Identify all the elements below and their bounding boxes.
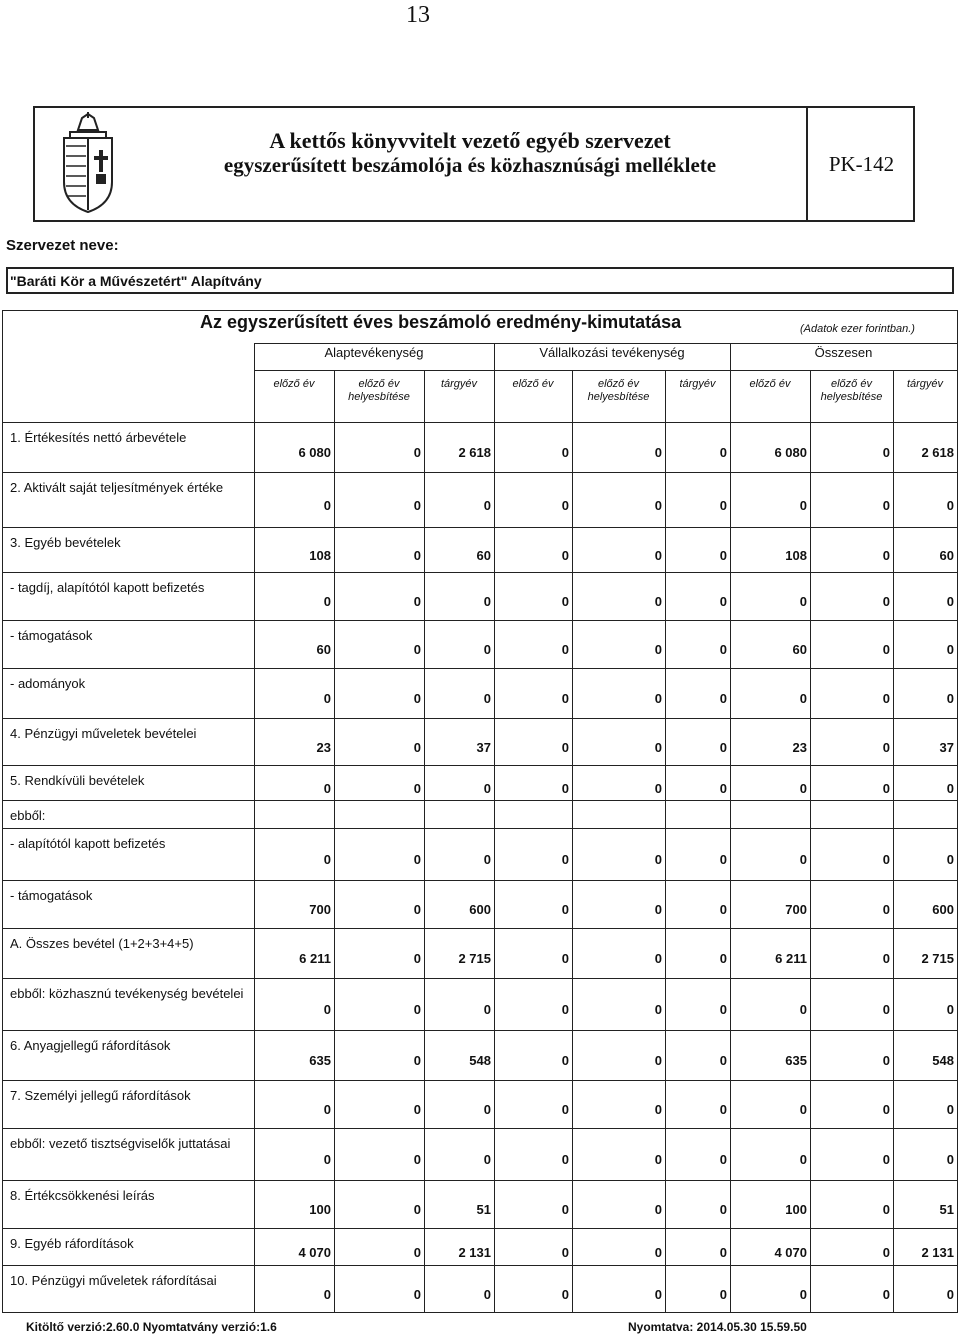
table-cell: 2 715 <box>921 951 954 966</box>
row-divider <box>2 620 958 621</box>
table-cell: 0 <box>413 852 421 867</box>
row-divider <box>2 978 958 979</box>
table-cell: 108 <box>309 548 331 563</box>
table-cell: 0 <box>323 1102 331 1117</box>
table-cell: 0 <box>882 1287 890 1302</box>
row-divider <box>2 422 958 423</box>
column-subheader: előző év <box>749 378 791 390</box>
table-cell: 0 <box>413 594 421 609</box>
row-divider <box>2 1265 958 1266</box>
table-cell: 6 080 <box>298 445 331 460</box>
table-cell: 0 <box>323 691 331 706</box>
table-cell: 0 <box>561 852 569 867</box>
table-cell: 0 <box>882 594 890 609</box>
row-label: - tagdíj, alapítótól kapott befizetés <box>10 580 205 595</box>
table-cell: 0 <box>323 498 331 513</box>
table-cell: 0 <box>799 1002 807 1017</box>
row-divider <box>2 668 958 669</box>
table-cell: 0 <box>654 445 662 460</box>
table-cell: 60 <box>316 642 331 657</box>
table-cell: 0 <box>799 1287 807 1302</box>
table-cell: 0 <box>654 1202 662 1217</box>
table-cell: 0 <box>413 951 421 966</box>
column-subheader: tárgyév <box>906 378 944 390</box>
row-divider <box>2 718 958 719</box>
table-cell: 0 <box>882 1102 890 1117</box>
table-cell: 0 <box>654 498 662 513</box>
table-cell: 0 <box>882 951 890 966</box>
row-divider <box>2 1080 958 1081</box>
table-cell: 0 <box>654 1002 662 1017</box>
row-label: - adományok <box>10 676 86 691</box>
table-cell: 0 <box>483 852 491 867</box>
table-cell: 0 <box>483 594 491 609</box>
row-divider <box>2 1180 958 1181</box>
table-cell: 0 <box>483 642 491 657</box>
header-divider <box>254 370 957 371</box>
table-cell: 0 <box>719 1202 727 1217</box>
table-cell: 0 <box>413 498 421 513</box>
row-label: 7. Személyi jellegű ráfordítások <box>10 1088 191 1103</box>
column-subheader: előző év helyesbítése <box>348 378 410 403</box>
row-label: 1. Értékesítés nettó árbevétele <box>10 430 187 445</box>
table-cell: 0 <box>719 1102 727 1117</box>
table-cell: 0 <box>882 498 890 513</box>
table-cell: 51 <box>476 1202 491 1217</box>
table-cell: 0 <box>719 781 727 796</box>
table-cell: 51 <box>939 1202 954 1217</box>
table-cell: 0 <box>654 1287 662 1302</box>
table-cell: 0 <box>719 1245 727 1260</box>
table-cell: 635 <box>785 1053 807 1068</box>
table-cell: 0 <box>719 1002 727 1017</box>
table-cell: 0 <box>413 691 421 706</box>
table-cell: 0 <box>719 594 727 609</box>
table-cell: 0 <box>654 548 662 563</box>
table-cell: 0 <box>719 548 727 563</box>
table-cell: 0 <box>946 1102 954 1117</box>
table-cell: 37 <box>476 740 491 755</box>
table-cell: 0 <box>946 781 954 796</box>
table-cell: 0 <box>561 498 569 513</box>
table-cell: 0 <box>719 1287 727 1302</box>
table-cell: 0 <box>719 691 727 706</box>
table-cell: 0 <box>413 1002 421 1017</box>
table-cell: 60 <box>476 548 491 563</box>
row-divider <box>2 572 958 573</box>
table-cell: 0 <box>882 1152 890 1167</box>
table-cell: 0 <box>719 445 727 460</box>
page-number: 13 <box>406 2 430 28</box>
table-cell: 0 <box>882 740 890 755</box>
table-cell: 100 <box>309 1202 331 1217</box>
table-top-border <box>2 310 958 311</box>
table-cell: 2 131 <box>458 1245 491 1260</box>
table-cell: 0 <box>719 902 727 917</box>
table-cell: 0 <box>483 1002 491 1017</box>
table-cell: 0 <box>882 781 890 796</box>
table-cell: 0 <box>799 691 807 706</box>
version-info: Kitöltő verzió:2.60.0 Nyomtatvány verzió:1.6 <box>26 1320 277 1334</box>
row-divider <box>2 828 958 829</box>
row-divider <box>2 1030 958 1031</box>
column-subheader: előző év helyesbítése <box>587 378 650 403</box>
table-cell: 0 <box>413 1152 421 1167</box>
table-cell: 0 <box>323 852 331 867</box>
table-cell: 0 <box>561 1245 569 1260</box>
table-cell: 60 <box>939 548 954 563</box>
table-cell: 0 <box>654 642 662 657</box>
table-cell: 0 <box>654 781 662 796</box>
table-cell: 635 <box>309 1053 331 1068</box>
table-cell: 0 <box>561 548 569 563</box>
table-cell: 0 <box>561 1287 569 1302</box>
table-cell: 0 <box>323 1152 331 1167</box>
table-cell: 0 <box>882 1202 890 1217</box>
table-cell: 0 <box>719 852 727 867</box>
table-cell: 108 <box>785 548 807 563</box>
table-cell: 0 <box>946 642 954 657</box>
row-divider <box>2 928 958 929</box>
table-cell: 0 <box>946 1152 954 1167</box>
table-cell: 0 <box>799 498 807 513</box>
table-title: Az egyszerűsített éves beszámoló eredmény-kimutatása <box>200 312 682 332</box>
table-cell: 0 <box>882 1002 890 1017</box>
table-cell: 0 <box>413 445 421 460</box>
table-cell: 2 131 <box>921 1245 954 1260</box>
table-cell: 0 <box>561 1002 569 1017</box>
table-cell: 4 070 <box>774 1245 807 1260</box>
table-cell: 0 <box>882 642 890 657</box>
column-subheader: előző év helyesbítése <box>820 378 883 403</box>
row-divider <box>2 527 958 528</box>
table-cell: 23 <box>792 740 807 755</box>
column-group-header: Vállalkozási tevékenység <box>539 345 685 360</box>
table-cell: 0 <box>413 1202 421 1217</box>
table-cell: 0 <box>413 1053 421 1068</box>
organization-name-field: "Baráti Kör a Művészetért" Alapítvány <box>6 267 954 294</box>
table-cell: 0 <box>561 594 569 609</box>
table-cell: 100 <box>785 1202 807 1217</box>
table-cell: 0 <box>561 951 569 966</box>
table-cell: 0 <box>561 691 569 706</box>
row-label: 8. Értékcsökkenési leírás <box>10 1188 155 1203</box>
table-cell: 0 <box>882 445 890 460</box>
table-cell: 0 <box>799 781 807 796</box>
row-label: 6. Anyagjellegű ráfordítások <box>10 1038 171 1053</box>
form-title-line1: A kettős könyvvitelt vezető egyéb szervezet <box>269 128 671 153</box>
table-cell: 0 <box>561 740 569 755</box>
table-cell: 0 <box>483 1152 491 1167</box>
column-subheader: tárgyév <box>679 378 716 390</box>
table-cell: 0 <box>882 852 890 867</box>
table-cell: 0 <box>654 740 662 755</box>
table-cell: 0 <box>654 951 662 966</box>
table-cell: 0 <box>946 852 954 867</box>
organization-label: Szervezet neve: <box>6 237 119 254</box>
table-cell: 0 <box>946 498 954 513</box>
row-label: 3. Egyéb bevételek <box>10 535 121 550</box>
table-cell: 600 <box>932 902 954 917</box>
column-group-header: Összesen <box>814 345 873 360</box>
table-cell: 4 070 <box>298 1245 331 1260</box>
table-cell: 23 <box>316 740 331 755</box>
row-label: A. Összes bevétel (1+2+3+4+5) <box>10 936 194 951</box>
table-cell: 0 <box>561 445 569 460</box>
table-cell: 0 <box>654 594 662 609</box>
table-cell: 0 <box>946 1002 954 1017</box>
row-label: - alapítótól kapott befizetés <box>10 836 166 851</box>
table-cell: 2 715 <box>458 951 491 966</box>
table-cell: 0 <box>654 1245 662 1260</box>
table-cell: 0 <box>799 852 807 867</box>
table-cell: 0 <box>719 740 727 755</box>
table-cell: 0 <box>654 1102 662 1117</box>
row-label: 10. Pénzügyi műveletek ráfordításai <box>10 1273 217 1288</box>
table-cell: 0 <box>882 691 890 706</box>
table-left-border <box>2 310 3 1312</box>
table-cell: 600 <box>469 902 491 917</box>
table-cell: 0 <box>561 1053 569 1068</box>
table-cell: 0 <box>799 1152 807 1167</box>
row-label: 9. Egyéb ráfordítások <box>10 1236 134 1251</box>
table-cell: 37 <box>939 740 954 755</box>
table-cell: 0 <box>483 691 491 706</box>
table-cell: 0 <box>882 902 890 917</box>
table-cell: 0 <box>719 1152 727 1167</box>
column-group-header: Alaptevékenység <box>324 345 424 360</box>
row-divider <box>2 1228 958 1229</box>
form-title <box>150 128 790 178</box>
table-bottom-border <box>2 1312 958 1313</box>
table-cell: 0 <box>719 498 727 513</box>
table-cell: 548 <box>469 1053 491 1068</box>
table-cell: 60 <box>792 642 807 657</box>
table-cell: 0 <box>483 498 491 513</box>
form-title-line2: egyszerűsített beszámolója és közhasznúsági melléklete <box>223 153 717 177</box>
table-cell: 0 <box>561 1102 569 1117</box>
table-cell: 0 <box>946 1287 954 1302</box>
table-cell: 0 <box>946 594 954 609</box>
table-cell: 0 <box>719 951 727 966</box>
table-cell: 0 <box>483 1287 491 1302</box>
table-cell: 0 <box>799 1102 807 1117</box>
table-cell: 0 <box>413 548 421 563</box>
coat-of-arms-icon <box>54 112 122 214</box>
table-cell: 0 <box>882 1053 890 1068</box>
table-cell: 0 <box>483 1102 491 1117</box>
row-label: 5. Rendkívüli bevételek <box>10 773 145 788</box>
table-cell: 700 <box>785 902 807 917</box>
row-label: 2. Aktivált saját teljesítmények értéke <box>10 480 224 495</box>
table-cell: 0 <box>561 1202 569 1217</box>
table-cell: 0 <box>483 781 491 796</box>
table-cell: 0 <box>654 691 662 706</box>
table-cell: 0 <box>799 594 807 609</box>
row-label: - támogatások <box>10 888 93 903</box>
table-cell: 0 <box>561 1152 569 1167</box>
table-cell: 548 <box>932 1053 954 1068</box>
table-cell: 700 <box>309 902 331 917</box>
form-code: PK-142 <box>806 106 915 222</box>
table-cell: 2 618 <box>458 445 491 460</box>
table-cell: 0 <box>654 1152 662 1167</box>
table-cell: 0 <box>323 1287 331 1302</box>
row-divider <box>2 472 958 473</box>
table-cell: 0 <box>413 781 421 796</box>
table-cell: 0 <box>654 852 662 867</box>
table-cell: 6 211 <box>299 951 331 966</box>
row-label: ebből: vezető tisztségviselők juttatásai <box>10 1136 231 1151</box>
table-cell: 0 <box>413 1102 421 1117</box>
table-cell: 0 <box>882 1245 890 1260</box>
table-cell: 0 <box>561 642 569 657</box>
row-label: - támogatások <box>10 628 93 643</box>
table-cell: 0 <box>719 1053 727 1068</box>
table-cell: 0 <box>413 902 421 917</box>
row-divider <box>2 880 958 881</box>
column-subheader: előző év <box>273 378 315 390</box>
column-subheader: előző év <box>512 378 554 390</box>
table-cell: 0 <box>946 691 954 706</box>
table-cell: 0 <box>413 1287 421 1302</box>
row-label: ebből: <box>10 808 46 823</box>
row-label: ebből: közhasznú tevékenység bevételei <box>10 986 244 1001</box>
table-cell: 0 <box>561 902 569 917</box>
row-divider <box>2 1128 958 1129</box>
table-cell: 0 <box>323 781 331 796</box>
row-label: 4. Pénzügyi műveletek bevételei <box>10 726 197 741</box>
table-cell: 6 080 <box>774 445 807 460</box>
row-divider <box>2 765 958 766</box>
table-cell: 0 <box>323 594 331 609</box>
table-cell: 0 <box>413 642 421 657</box>
table-cell: 0 <box>323 1002 331 1017</box>
table-cell: 0 <box>413 1245 421 1260</box>
print-timestamp: Nyomtatva: 2014.05.30 15.59.50 <box>628 1320 807 1334</box>
column-subheader: tárgyév <box>440 378 478 390</box>
table-cell: 0 <box>561 781 569 796</box>
table-cell: 0 <box>719 642 727 657</box>
table-cell: 0 <box>654 902 662 917</box>
header-divider <box>254 343 957 344</box>
row-divider <box>2 800 958 801</box>
units-note: (Adatok ezer forintban.) <box>800 323 915 335</box>
table-cell: 0 <box>882 548 890 563</box>
table-cell: 2 618 <box>921 445 954 460</box>
table-cell: 0 <box>654 1053 662 1068</box>
table-cell: 6 211 <box>775 951 807 966</box>
table-cell: 0 <box>413 740 421 755</box>
